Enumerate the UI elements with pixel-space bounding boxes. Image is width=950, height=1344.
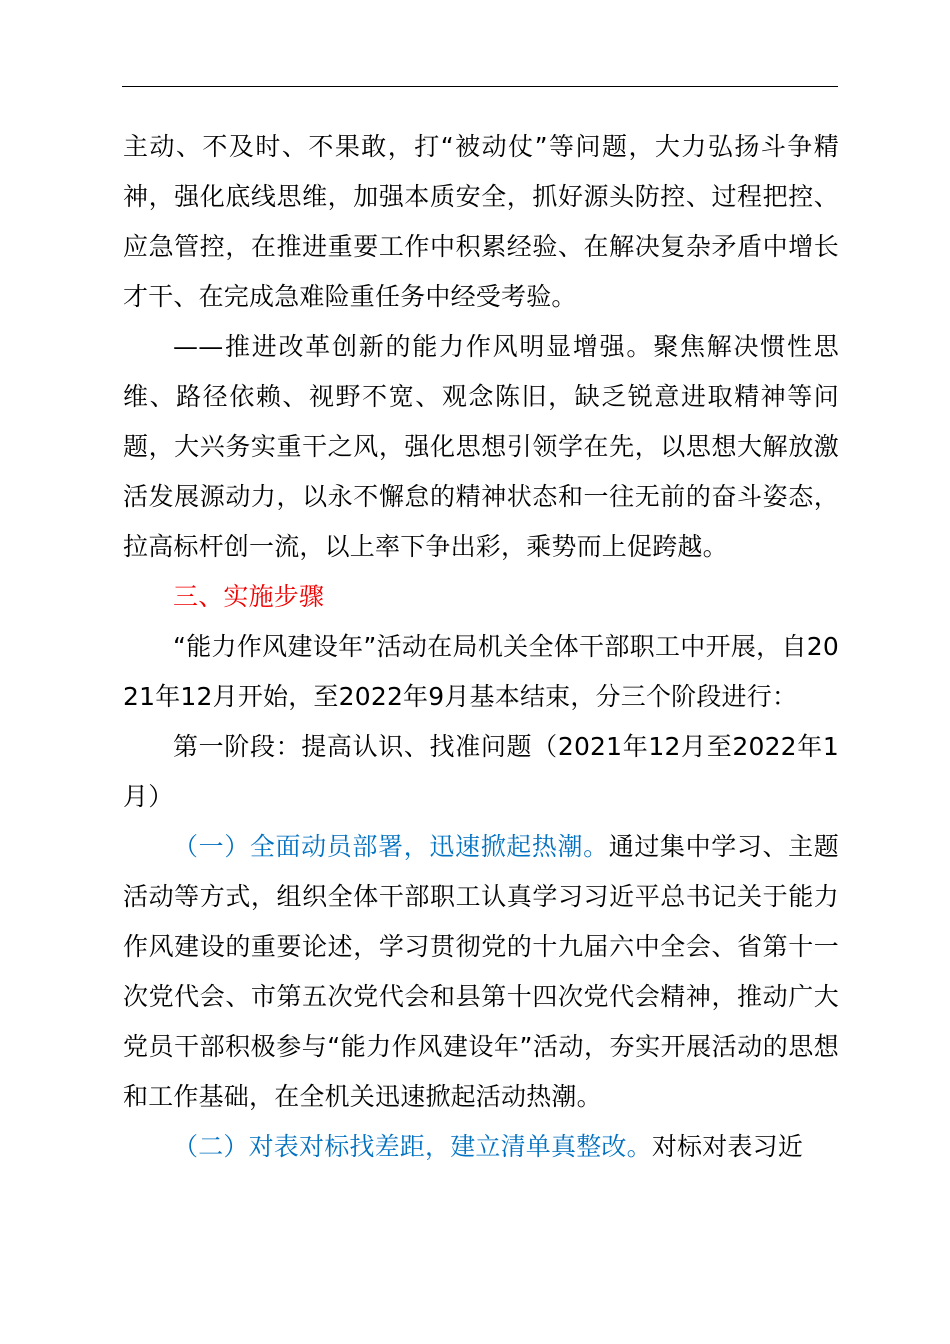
paragraph-activity-schedule: “能力作风建设年”活动在局机关全体干部职工中开展，自2021年12月开始，至2022年9月基本结束，分三个阶段进行： — [123, 632, 839, 711]
paragraph-capability-risk: 主动、不及时、不果敢，打“被动仗”等问题，大力弘扬斗争精神，强化底线思维，加强本质安全，抓好源头防控、过程把控、应急管控，在推进重要工作中积累经验、在解决复杂矛盾中增长才干、在完成急难险重任务中经受考验。 — [123, 132, 839, 311]
find-gaps-body: 对标对表习近 — [651, 1132, 804, 1161]
paragraph-phase-one: 第一阶段：提高认识、找准问题（2021年12月至2022年1月） — [123, 732, 839, 811]
paragraph-reform-innovation: ——推进改革创新的能力作风明显增强。聚焦解决惯性思维、路径依赖、视野不宽、观念陈旧，缺乏锐意进取精神等问题，大兴务实重干之风，强化思想引领学在先，以思想大解放激活发展源动力，以永不懈怠的精神状态和一往无前的奋斗姿态，拉高标杆创一流，以上率下争出彩，乘势而上促跨越。 — [123, 332, 839, 561]
header-rule — [122, 86, 838, 87]
paragraph-find-gaps — [123, 1122, 839, 1172]
paragraph-mobilization — [123, 822, 839, 1122]
subheading-find-gaps: （二）对表对标找差距，建立清单真整改。 — [173, 1132, 652, 1161]
subheading-mobilization: （一）全面动员部署，迅速掀起热潮。 — [173, 832, 609, 861]
document-body — [123, 122, 839, 1172]
mobilization-body: 通过集中学习、主题活动等方式，组织全体干部职工认真学习习近平总书记关于能力作风建设的重要论述，学习贯彻党的十九届六中全会、省第十一次党代会、市第五次党代会和县第十四次党代会精神，推动广大党员干部积极参与“能力作风建设年”活动，夯实开展活动的思想和工作基础，在全机关迅速掀起活动热潮。 — [123, 832, 839, 1111]
section-heading-implementation-steps: 三、实施步骤 — [173, 582, 325, 611]
